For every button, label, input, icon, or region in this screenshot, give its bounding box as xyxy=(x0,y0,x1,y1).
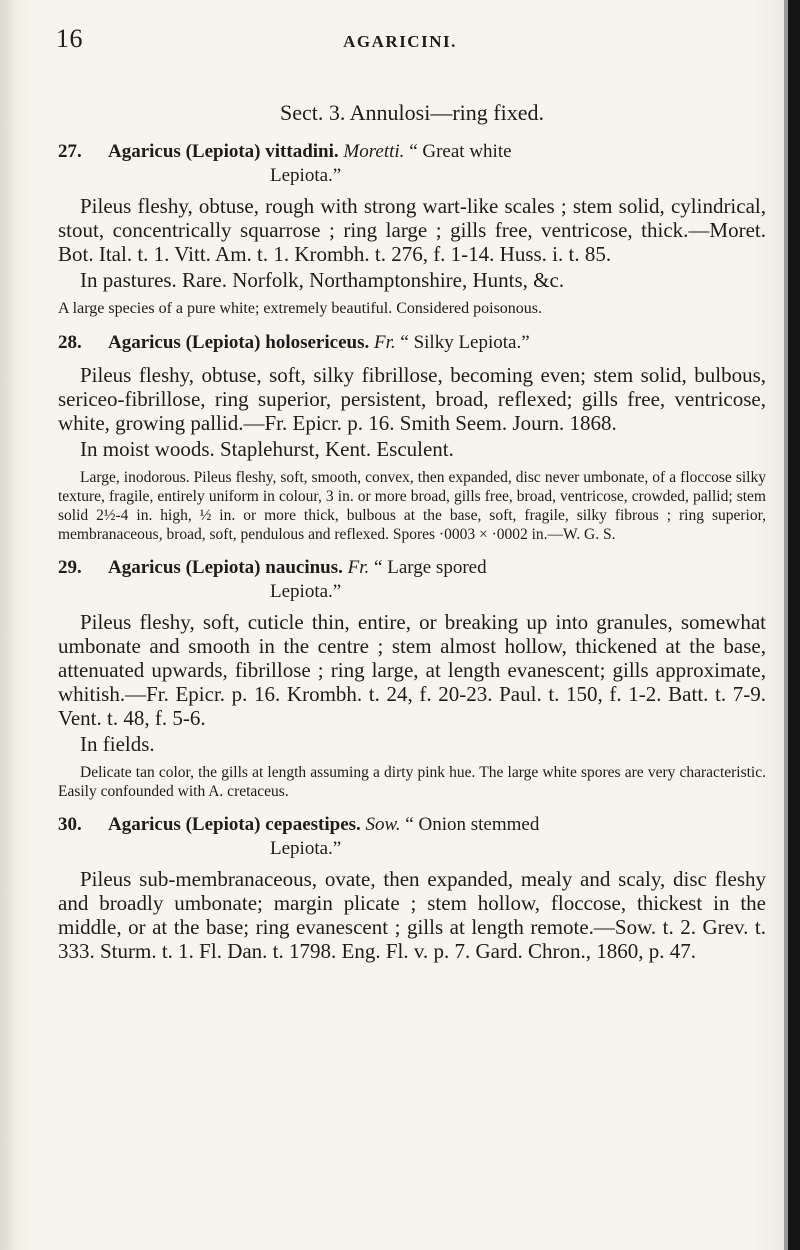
species-authority: Moretti. xyxy=(343,141,405,162)
species-note: A large species of a pure white; extremely beautiful. Considered poisonous. xyxy=(58,300,543,317)
species-common-name: “ Great white xyxy=(409,141,512,162)
species-name: Agaricus (Lepiota) cepaestipes. xyxy=(108,814,361,835)
species-authority: Fr. xyxy=(373,332,396,353)
species-entry xyxy=(58,140,766,319)
species-description: Pileus sub-membranaceous, ovate, then expanded, mealy and scaly, disc fleshy and broadly umbonate; margin plicate ; stem hollow, floccose, thickest in the middle, or at the base; ring evanescent ; gills at length remote.—Sow. t. 2. Grev. t. 333. Sturm. t. 1. Fl. Dan. t. 1798. Eng. Fl. v. p. 7. Gard. Chron., 1860, p. 47. xyxy=(58,867,766,963)
species-habitat: In moist woods. Staplehurst, Kent. Esculent. xyxy=(80,437,454,461)
page-content xyxy=(58,100,766,967)
page-header xyxy=(0,0,800,60)
page-edge-dark xyxy=(788,0,800,1250)
species-note: Large, inodorous. Pileus fleshy, soft, smooth, convex, then expanded, disc never umbonate, of a floccose silky texture, fragile, entirely uniform in colour, 3 in. or more broad, gills free, broad, ventricose, crowded, pallid; stem solid 2½-4 in. high, ½ in. or more thick, bulbous at the base, soft, fragile, silky fibrous ; ring superior, membranaceous, broad, soft, pendulous and reflexed. Spores ·0003 × ·0002 in.—W. G. S. xyxy=(58,469,766,543)
species-number: 29. xyxy=(58,557,82,578)
species-name: Agaricus (Lepiota) naucinus. xyxy=(108,557,343,578)
species-common-name: “ Silky Lepiota.” xyxy=(400,332,530,353)
species-number: 28. xyxy=(58,332,82,353)
species-description: Pileus fleshy, obtuse, soft, silky fibrillose, becoming even; stem solid, bulbous, sericeo-fibrillose, ring superior, persistent, broad, reflexed; gills free, ventricose, white, growing pallid.—Fr. Epicr. p. 16. Smith Seem. Journ. 1868. xyxy=(58,363,766,435)
species-name: Agaricus (Lepiota) vittadini. xyxy=(108,141,339,162)
species-heading xyxy=(58,813,766,837)
species-description: Pileus fleshy, soft, cuticle thin, entire, or breaking up into granules, somewhat umbonate and smooth in the centre ; stem almost hollow, thickened at the base, attenuated upwards, fibrillose ; ring large, at length evanescent; gills approximate, whitish.—Fr. Epicr. p. 16. Krombh. t. 24, f. 20-23. Paul. t. 150, f. 1-2. Batt. t. 7-9. Vent. t. 48, f. 5-6. xyxy=(58,610,766,730)
species-number: 27. xyxy=(58,141,82,162)
species-entry xyxy=(58,331,766,544)
species-number: 30. xyxy=(58,814,82,835)
species-note: Delicate tan color, the gills at length assuming a dirty pink hue. The large white spores are very characteristic. Easily confounded with A. cretaceus. xyxy=(58,764,766,800)
species-heading xyxy=(58,331,766,355)
species-heading xyxy=(58,556,766,580)
species-common-name-continued: Lepiota.” xyxy=(270,838,342,859)
running-head: AGARICINI. xyxy=(343,32,457,51)
species-name: Agaricus (Lepiota) holosericeus. xyxy=(108,332,370,353)
species-common-name-continued: Lepiota.” xyxy=(270,165,342,186)
species-title xyxy=(108,813,766,837)
species-authority: Fr. xyxy=(347,557,370,578)
page-gutter-shadow xyxy=(0,0,18,1250)
page-number: 16 xyxy=(56,24,83,53)
species-heading xyxy=(58,140,766,164)
species-entry xyxy=(58,556,766,801)
species-entry xyxy=(58,813,766,963)
section-heading: Sect. 3. Annulosi—ring fixed. xyxy=(280,100,544,125)
species-common-name-continued: Lepiota.” xyxy=(270,581,342,602)
species-habitat: In pastures. Rare. Norfolk, Northamptonshire, Hunts, &c. xyxy=(80,268,565,292)
species-description: Pileus fleshy, obtuse, rough with strong wart-like scales ; stem solid, cylindrical, stout, concentrically squarrose ; ring large ; gills free, ventricose, thick.—Moret. Bot. Ital. t. 1. Vitt. Am. t. 1. Krombh. t. 276, f. 1-14. Huss. i. t. 85. xyxy=(58,194,766,266)
species-common-name: “ Onion stemmed xyxy=(405,814,540,835)
species-title xyxy=(108,140,766,164)
species-title xyxy=(108,331,766,355)
species-title xyxy=(108,556,766,580)
species-authority: Sow. xyxy=(365,814,401,835)
species-common-name: “ Large spored xyxy=(374,557,487,578)
species-habitat: In fields. xyxy=(80,732,155,756)
